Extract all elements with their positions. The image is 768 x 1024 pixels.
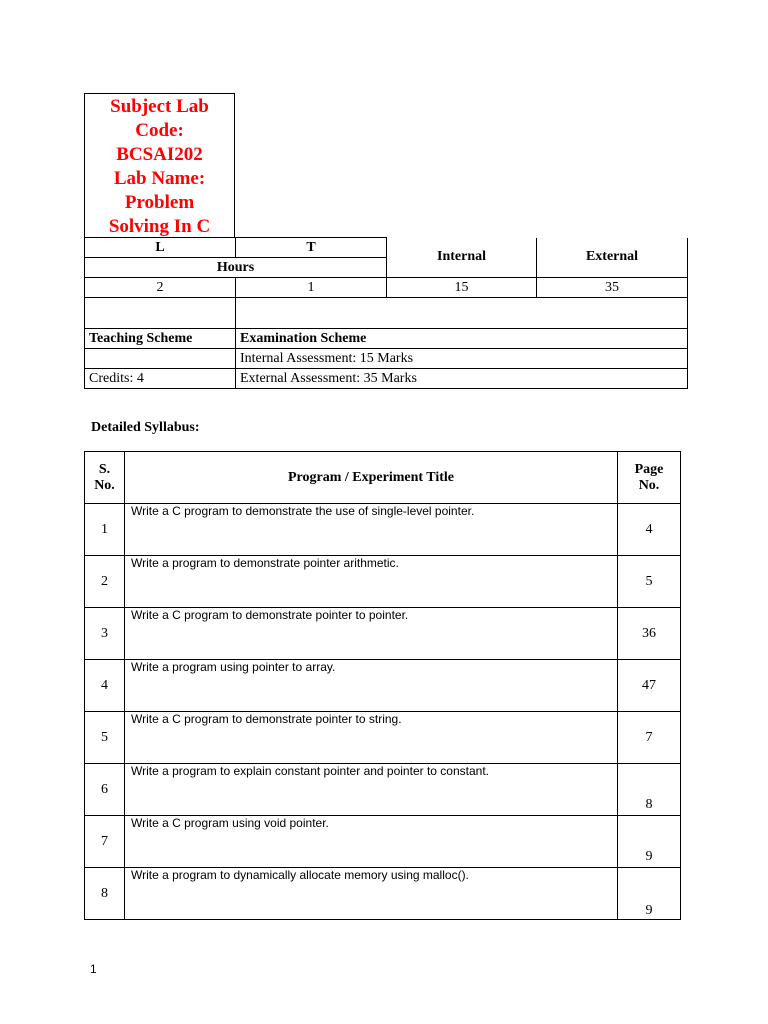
row-title-text: Write a C program using void pointer. — [131, 816, 329, 830]
syllabus-table — [84, 451, 681, 920]
row-sno: 1 — [85, 504, 125, 556]
row-page: 5 — [618, 556, 681, 608]
row-title-text: Write a C program to demonstrate the use of single-level pointer. — [131, 504, 475, 518]
spacer-cell-left — [85, 298, 236, 329]
row-page: 4 — [618, 504, 681, 556]
page-header-line1: Page — [634, 461, 664, 477]
row-sno: 3 — [85, 608, 125, 660]
row-title — [125, 868, 618, 920]
hours-header: Hours — [85, 258, 387, 278]
col-l-header: L — [85, 238, 236, 258]
row-title-text: Write a C program to demonstrate pointer to pointer. — [131, 608, 409, 622]
scheme-table — [84, 297, 688, 389]
row-title — [125, 504, 618, 556]
teaching-scheme-header: Teaching Scheme — [85, 329, 236, 349]
internal-header: Internal — [387, 238, 537, 278]
table-row — [85, 868, 681, 920]
spacer-cell-right — [236, 298, 688, 329]
row-sno: 8 — [85, 868, 125, 920]
row-title — [125, 764, 618, 816]
row-sno: 7 — [85, 816, 125, 868]
title-line-5: Problem — [124, 192, 195, 213]
row-title — [125, 608, 618, 660]
row-page: 9 — [618, 816, 681, 868]
row-title-text: Write a program using pointer to array. — [131, 660, 336, 674]
value-external: 35 — [537, 278, 688, 298]
title-header: Program / Experiment Title — [125, 452, 618, 504]
external-assessment: External Assessment: 35 Marks — [236, 369, 688, 389]
row-title — [125, 556, 618, 608]
value-l: 2 — [85, 278, 236, 298]
external-header: External — [537, 238, 688, 278]
hours-table — [84, 237, 688, 298]
examination-scheme-header: Examination Scheme — [236, 329, 688, 349]
lab-title-box — [84, 93, 235, 237]
page-header — [618, 452, 681, 504]
page-header-line2: No. — [638, 477, 660, 493]
syllabus-heading: Detailed Syllabus: — [91, 420, 200, 435]
sno-header — [85, 452, 125, 504]
row-title-text: Write a program to demonstrate pointer arithmetic. — [131, 556, 399, 570]
row-title — [125, 816, 618, 868]
table-row — [85, 816, 681, 868]
page-number: 1 — [90, 962, 97, 976]
row-sno: 6 — [85, 764, 125, 816]
row-title-text: Write a program to explain constant pointer and pointer to constant. — [131, 764, 489, 778]
title-line-4: Lab Name: — [113, 168, 206, 189]
row-sno: 5 — [85, 712, 125, 764]
sno-header-line2: No. — [94, 477, 115, 493]
table-row — [85, 608, 681, 660]
row-page: 9 — [618, 868, 681, 920]
row-title-text: Write a program to dynamically allocate memory using malloc(). — [131, 868, 469, 882]
row-sno: 4 — [85, 660, 125, 712]
title-line-2: Code: — [135, 120, 184, 141]
title-line-3: BCSAI202 — [116, 144, 203, 165]
credits: Credits: 4 — [85, 369, 236, 389]
row-page: 7 — [618, 712, 681, 764]
row-title — [125, 660, 618, 712]
row-sno: 2 — [85, 556, 125, 608]
row-title-text: Write a C program to demonstrate pointer to string. — [131, 712, 402, 726]
title-line-1: Subject Lab — [110, 96, 209, 117]
empty-cell — [85, 349, 236, 369]
table-row — [85, 660, 681, 712]
row-title — [125, 712, 618, 764]
sno-header-line1: S. — [98, 461, 111, 477]
value-internal: 15 — [387, 278, 537, 298]
table-row — [85, 556, 681, 608]
row-page: 36 — [618, 608, 681, 660]
row-page: 47 — [618, 660, 681, 712]
value-t: 1 — [236, 278, 387, 298]
table-row — [85, 712, 681, 764]
table-row — [85, 764, 681, 816]
col-t-header: T — [236, 238, 387, 258]
title-line-6: Solving In C — [108, 216, 211, 237]
internal-assessment: Internal Assessment: 15 Marks — [236, 349, 688, 369]
row-page: 8 — [618, 764, 681, 816]
table-row — [85, 504, 681, 556]
